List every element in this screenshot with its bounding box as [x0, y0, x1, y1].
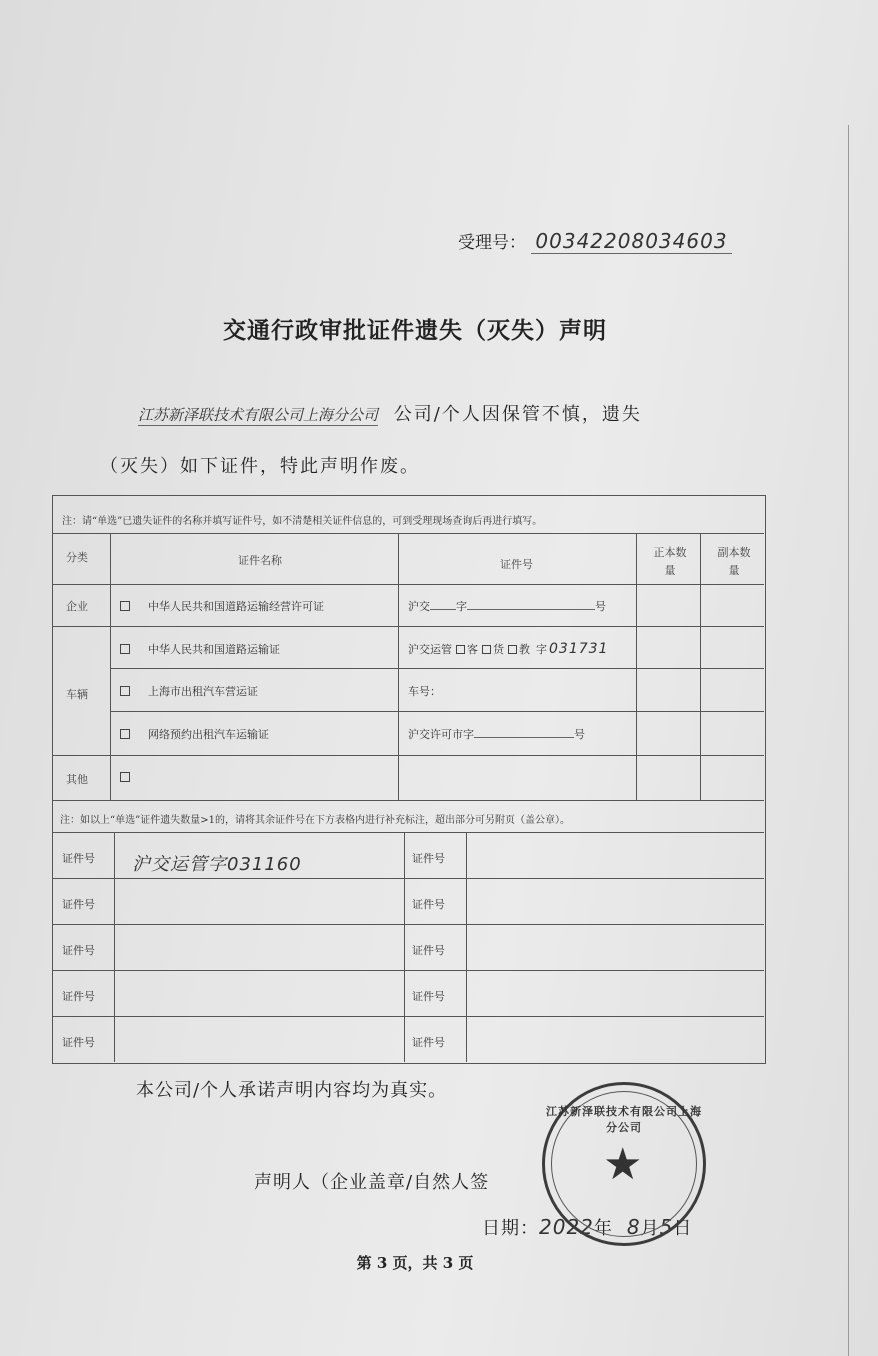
- supplement-label: 证件号: [412, 898, 445, 911]
- date-month: 8: [626, 1215, 641, 1239]
- signature-label: 声明人（企业盖章/自然人签: [254, 1172, 490, 1193]
- supplement-label: 证件号: [412, 852, 445, 865]
- checkbox[interactable]: [456, 645, 465, 654]
- row-divider: [52, 878, 764, 879]
- certificate-table: [52, 495, 766, 1064]
- supplement-label: 证件号: [412, 1036, 445, 1049]
- declaration-line-1: [138, 400, 838, 426]
- col-divider: [466, 832, 467, 1062]
- promise-statement: 本公司/个人承诺声明内容均为真实。: [136, 1080, 448, 1101]
- row-taxi-name: 上海市出租汽车营运证: [120, 683, 258, 699]
- col-divider: [636, 533, 637, 800]
- row-divider: [52, 755, 764, 756]
- row-divider: [52, 1016, 764, 1017]
- row-divider: [52, 924, 764, 925]
- checkbox[interactable]: [120, 644, 130, 654]
- supplement-label: 证件号: [62, 898, 95, 911]
- supplement-label: 证件号: [412, 990, 445, 1003]
- checkbox[interactable]: [120, 601, 130, 611]
- supplement-number-handwritten: 沪交运管字031160: [132, 854, 302, 875]
- header-name: 证件名称: [238, 554, 282, 567]
- row-divider: [110, 668, 764, 669]
- table-note-bottom: 注：如以上“单选”证件遗失数量>1的，请将其余证件号在下方表格内进行补充标注，超出部分可另附页（盖公章）。: [60, 815, 570, 826]
- supplement-label: 证件号: [62, 990, 95, 1003]
- receipt-number-line: [458, 228, 732, 254]
- row-divider: [52, 584, 764, 585]
- date-month-unit: 月: [640, 1218, 660, 1239]
- supplement-label: 证件号: [62, 852, 95, 865]
- header-number: 证件号: [500, 558, 533, 571]
- checkbox[interactable]: [120, 772, 130, 782]
- row-ride-hailing-name: 网络预约出租汽车运输证: [120, 726, 269, 742]
- date-year: 2022: [539, 1215, 594, 1239]
- header-copy-count: 副本数量: [717, 546, 751, 577]
- table-note-top: 注：请“单选”已遗失证件的名称并填写证件号，如不清楚相关证件信息的，可到受理现场查询后再进行填写。: [62, 516, 543, 527]
- row-taxi-number: 车号：: [408, 685, 441, 698]
- row-divider: [52, 800, 764, 801]
- company-name-handwritten: 江苏新泽联技术有限公司上海分公司: [138, 406, 379, 424]
- date-day: 5: [659, 1215, 674, 1239]
- checkbox[interactable]: [120, 729, 130, 739]
- row-category-enterprise: 企业: [66, 600, 88, 613]
- header-original-count: 正本数量: [653, 546, 687, 577]
- date-label: 日期：: [482, 1218, 539, 1239]
- company-seal: [542, 1082, 706, 1246]
- row-other-name: [120, 771, 148, 784]
- row-category-other: 其他: [66, 773, 88, 786]
- row-divider: [52, 970, 764, 971]
- star-icon: ★: [603, 1139, 643, 1190]
- row-divider: [110, 711, 764, 712]
- checkbox[interactable]: [120, 686, 130, 696]
- row-divider: [52, 832, 764, 833]
- paper-edge: [848, 125, 849, 1356]
- receipt-label: 受理号：: [458, 233, 526, 253]
- supplement-label: 证件号: [62, 944, 95, 957]
- col-divider: [114, 832, 115, 1062]
- checkbox-checked[interactable]: [482, 645, 491, 654]
- col-divider: [404, 832, 405, 1062]
- receipt-number: 00342208034603: [531, 229, 731, 254]
- col-divider: [110, 533, 111, 800]
- supplement-label: 证件号: [412, 944, 445, 957]
- row-category-vehicle: 车辆: [66, 688, 88, 701]
- row-enterprise-name: 中华人民共和国道路运输经营许可证: [120, 598, 324, 614]
- document-title: 交通行政审批证件遗失（灭失）声明: [223, 317, 607, 344]
- seal-text: 江苏新泽联技术有限公司上海分公司: [546, 1105, 702, 1134]
- transport-cert-number-handwritten: 031731: [549, 641, 609, 657]
- supplement-label: 证件号: [62, 1036, 95, 1049]
- declaration-line-2: （灭失）如下证件，特此声明作废。: [100, 456, 420, 477]
- row-divider: [52, 533, 764, 534]
- row-divider: [52, 626, 764, 627]
- date-year-unit: 年: [593, 1218, 613, 1239]
- row-ride-hailing-number: 沪交许可市字 号: [408, 728, 585, 741]
- declaration-suffix: 公司/个人因保管不慎，遗失: [393, 404, 642, 425]
- row-enterprise-number: 沪交 字 号: [408, 600, 606, 613]
- header-category: 分类: [66, 551, 88, 564]
- row-transport-cert-name: 中华人民共和国道路运输证: [120, 641, 280, 657]
- page-footer: 第 3 页，共 3 页: [356, 1254, 474, 1272]
- checkbox[interactable]: [508, 645, 517, 654]
- col-divider: [398, 533, 399, 800]
- date-day-unit: 日: [673, 1218, 693, 1239]
- col-divider: [700, 533, 701, 800]
- row-transport-cert-number: 沪交运管 客 货 教 字 031731: [408, 641, 609, 657]
